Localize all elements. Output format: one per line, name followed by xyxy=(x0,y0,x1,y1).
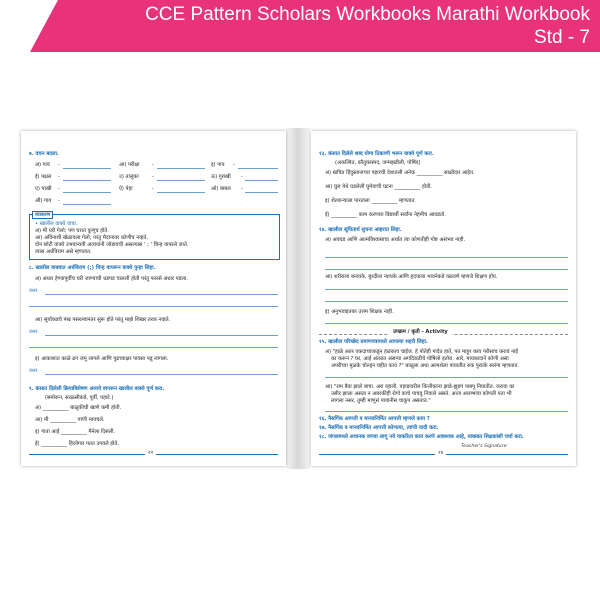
dash: - xyxy=(152,186,154,192)
dash: - xyxy=(58,186,60,192)
grammar-line: दोन छोटी वाक्ये उभयान्वयी अव्ययांनी जोडायची असल्यास ' ; ' चिन्ह वापरले जाते. xyxy=(35,242,189,248)
q15-paragraph-b-line: आ) "राम बैवा झाले बाचा. अरा ब्हाली. पहाडावरील कित्तीकांना झाडे-झुडपं पाबपू निघातीत. जराया का xyxy=(325,384,515,390)
banner-title-line2: Std - 7 xyxy=(534,27,590,48)
q9-sentence: इ) गाता आई __________ मैनेला दिसली. xyxy=(35,429,116,435)
answer-line[interactable] xyxy=(45,335,278,336)
dash: - xyxy=(152,174,154,180)
answer-line[interactable] xyxy=(245,180,278,181)
dash: - xyxy=(233,162,235,168)
q8-sentence-a: अ) अंधार हेण्यापूर्वीच घरी जाण्याची धडपड चालली होती परंतु फारसे अंधार पडला. xyxy=(35,276,188,282)
grammar-line: आ) अविनाशी खेळायला गेलो; परंतु मैदानावर कोणीच नव्हते. xyxy=(35,235,148,241)
dash: - xyxy=(58,162,60,168)
grammar-line: • खालील वाक्ये वाचा. xyxy=(35,221,78,227)
q15-paragraph-b-line: उसीर झाला असता न अबरकीही रोगो काचे पाचवू नियाले असते. आता आरम्भावा कोणती पता भी xyxy=(331,391,512,397)
q13-sentence: आ) घुल येथे घडलेली घुमेयाची घटना __________ होती. xyxy=(325,184,433,190)
answer-line[interactable] xyxy=(325,289,568,290)
answer-line[interactable] xyxy=(63,204,111,205)
dash: - xyxy=(241,174,243,180)
book-spine xyxy=(286,128,310,469)
dash: - xyxy=(58,198,60,204)
q7-item: अ) गाव xyxy=(35,162,50,168)
q15-paragraph-a-line: का करून ? घर, आई अंतरात असन्या अगदिकडीचे पोषिलो इतोरा. आरे, मायकादाने कोणी असा xyxy=(331,356,509,362)
answer-line[interactable] xyxy=(29,306,278,307)
q9-sentence: ई) __________ हिरवेगार पतत उपवले होते. xyxy=(35,441,119,447)
q15-paragraph-b-line: लागला नसर, तुम्ही माणुसं पायानीस चाकूप असतात." xyxy=(331,398,431,404)
answer-line[interactable] xyxy=(245,192,278,193)
answer-label: उत्तर. xyxy=(29,329,39,335)
answer-line[interactable] xyxy=(63,168,111,169)
q9-sentence: आ) मी __________ पाणी मायचले. xyxy=(35,417,105,423)
title-banner xyxy=(0,0,600,52)
q13-options: (अकल्पित, कौतुकास्पद, जन्मझडीली, पोषिंद) xyxy=(335,160,421,166)
grammar-line: त्यास अर्धविराम असे म्हणतात. xyxy=(35,249,92,255)
grammar-box-title: व्याकरण xyxy=(32,211,53,219)
q7-item: ऐ) पेहा xyxy=(119,186,133,192)
question-15: १५. खालील परिच्छेद प्रमाणपत्रामध्ये आपल्या शहरी लिहा. xyxy=(319,339,428,345)
question-9: ९. कंसात दिलेली क्रियाविशेषण अव्यये वापरून खालील वाक्ये पूर्ण करा. xyxy=(29,386,165,392)
teacher-signature-label: Teacher's Signature: xyxy=(461,444,508,449)
answer-line[interactable] xyxy=(325,411,568,412)
answer-line[interactable] xyxy=(29,347,278,348)
q7-item: उ) तालुका xyxy=(119,174,139,180)
answer-line[interactable] xyxy=(325,301,568,302)
q9-sentence: अ) __________ बाळूकीची खाणे कमी होती. xyxy=(35,405,122,411)
question-13: १३. कंसात दिलेले शब्द योग्य ठिकाणी भरून वाक्ये पूर्ण करा. xyxy=(319,151,434,157)
q9-options: (समोरून, सरळसीकडे, पूर्वी, पहाटे.) xyxy=(45,395,114,401)
answer-line[interactable] xyxy=(157,168,205,169)
q13-sentence: ई) __________ काम करणारा विद्यार्थी सर्वांना नेहमीच आवडतो. xyxy=(325,212,446,218)
answer-line[interactable] xyxy=(238,168,278,169)
dash: - xyxy=(241,186,243,192)
grammar-line: अ) मी घरी गेलो; पण घरात कुणूच होते. xyxy=(35,228,109,234)
banner-title-line1: CCE Pattern Scholars Workbooks Marathi Workbook xyxy=(145,4,590,25)
banner-title xyxy=(70,3,590,49)
q13-sentence: इ) शेतकऱ्याला पारताला __________ म्हणतात. xyxy=(325,198,416,204)
page-number: २२ xyxy=(145,450,156,456)
answer-line[interactable] xyxy=(63,180,111,181)
answer-line[interactable] xyxy=(157,192,205,193)
q7-item: ए) पाखी xyxy=(35,186,52,192)
q15-paragraph-a-line: अपरीच्या मुळके चोल्ड्न चहीत काय ?" बाळूला अधा अल्पशेला पायातीत रुक पुरात्के सारंगा म्हणतात. xyxy=(331,363,520,369)
right-page xyxy=(311,131,576,466)
q7-item: ऊ) गुराखी xyxy=(211,174,231,180)
q7-item: ई) पक्षल xyxy=(35,174,52,180)
q7-item: औ) गाय xyxy=(35,198,52,204)
question-14: १४. खालील सूचितार्थ सुचना अव्हरात लिहा. xyxy=(319,227,402,233)
answer-line[interactable] xyxy=(157,180,205,181)
dash: - xyxy=(58,174,60,180)
question-18: १८. जंगलामध्ये अचानक वणवा लागू नये याकरिता काय करणे आवश्यक आहे, याबाबत शिक्षकांशी चर्चा करा. xyxy=(319,434,524,440)
question-17: १७. नैसर्गिक व मानवनिर्मित आपत्ती कोणत्या, त्यांची यादी करा. xyxy=(319,425,439,431)
q14-statement-a: अ) अवघड आणि आत्मविश्वासाचा अर्थात त्या कोणतीही गोष्ट असंभव नाही. xyxy=(325,237,466,243)
q7-item: इ) गाय xyxy=(211,162,225,168)
question-16: १६. नैसर्गिक आपत्ती व मानवनिर्मित आपत्ती म्हणजे काय ? xyxy=(319,416,430,422)
page-number: २४ xyxy=(435,450,446,456)
answer-line[interactable] xyxy=(325,323,568,324)
answer-line[interactable] xyxy=(325,257,568,258)
q8-sentence-c: इ) आकाशात काळे ढग जमू लागले आणि पुढच्याक्षर पावसा पडू लागला. xyxy=(35,356,169,362)
q7-item: आ) परीक्षा xyxy=(119,162,140,168)
q15-paragraph-a-line: अ) "हाळे अतर एकदाच्याकडून हळकाय चाईज. हे पोतेही गादेत हाते, पत माहूर काय परीसाच करावं नाईं xyxy=(325,349,518,355)
answer-label: उत्तर. xyxy=(29,288,39,294)
answer-line[interactable] xyxy=(45,294,278,295)
q13-sentence: अ) खचित हिंदुस्तानाच्या पहारची देशातली अनेक __________ साक्षीदार आहेत. xyxy=(325,170,475,176)
left-page xyxy=(21,131,286,466)
question-8: ८. खालील वाक्यात अर्धविराम (;) चिन्ह वापरून वाक्ये पुन्हा लिहा. xyxy=(29,265,156,271)
q8-sentence-b: आ) सूर्याकडचे पंख पसरल्यानंतर सुरू होते परंतु माझे शिखर तरक नव्हते. xyxy=(35,317,171,323)
answer-line[interactable] xyxy=(45,374,278,375)
answer-line[interactable] xyxy=(63,192,111,193)
activity-heading: उपक्रम / कृती - Activity xyxy=(389,327,452,335)
answer-label: उत्तर. xyxy=(29,368,39,374)
q7-item: ओ) बाबल xyxy=(211,186,231,192)
q14-statement-c: इ) अनुभवाइतका उत्तम शिक्षक नाही. xyxy=(325,309,394,315)
dash: - xyxy=(152,162,154,168)
answer-line[interactable] xyxy=(325,269,568,270)
answer-line[interactable] xyxy=(325,377,568,378)
question-7: ७. वचन बदला. xyxy=(29,151,59,157)
q14-statement-b: आ) शरीराला बनावके, बुध्दीला न्यायके आणि हृदयाला भावनेकडे वळवणे म्हणजे शिक्षण होय. xyxy=(325,274,498,280)
